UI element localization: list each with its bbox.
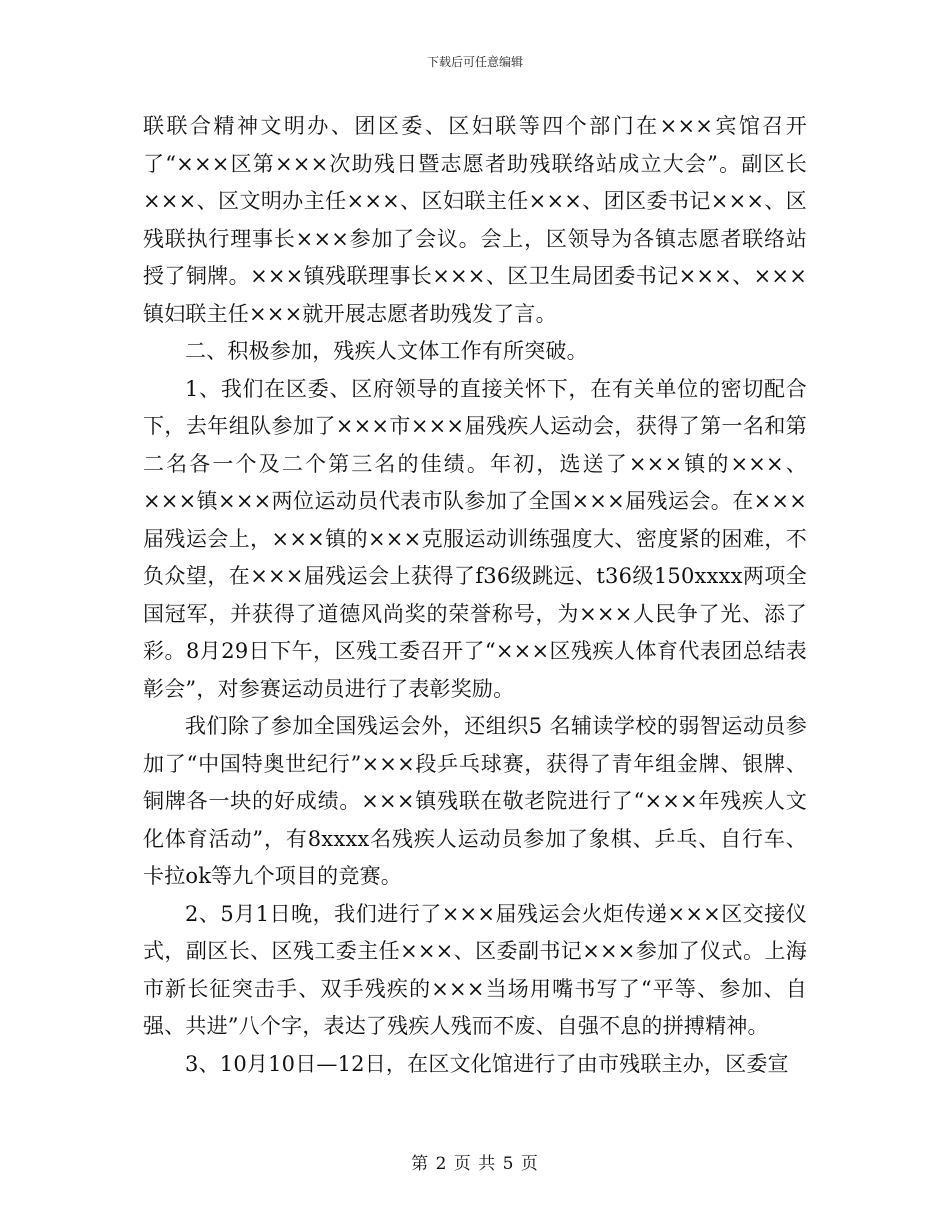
paragraph-1: 联联合精神文明办、团区委、区妇联等四个部门在×××宾馆召开了“×××区第×××次助残日暨志愿者助残联络站成立大会”。副区长×××、区文明办主任×××、区妇联主任×××、团区委书记×××、区残联执行理事长×××参加了会议。会上，区领导为各镇志愿者联络站授了铜牌。×××镇残联理事长×××、区卫生局团委书记×××、×××镇妇联主任×××就开展志愿者助残发了言。	[143, 114, 807, 326]
page-header-note: 下载后可任意编辑	[426, 55, 523, 69]
page-number: 第 2 页 共 5 页	[411, 1154, 539, 1174]
paragraph-5: 2、5月1日晚，我们进行了×××届残运会火炬传递×××区交接仪式，副区长、区残工委主任×××、区委副书记×××参加了仪式。上海市新长征突击手、双手残疾的×××当场用嘴书写了“平等、参加、自强、共进”八个字，表达了残疾人残而不废、自强不息的拼搏精神。	[143, 901, 807, 1038]
paragraph-6: 3、10月10日—12日，在区文化馆进行了由市残联主办，区委宣	[185, 1051, 789, 1076]
document-body	[143, 108, 807, 1083]
paragraph-2-section-heading: 二、积极参加，残疾人文体工作有所突破。	[185, 339, 588, 363]
paragraph-4: 我们除了参加全国残运会外，还组织5 名辅读学校的弱智运动员参加了“中国特奥世纪行”×××段乒乓球赛，获得了青年组金牌、银牌、铜牌各一块的好成绩。×××镇残联在敬老院进行了“×××年残疾人文化体育活动”，有8xxxx名残疾人运动员参加了象棋、乒乓、自行车、卡拉ok等九个项目的竞赛。	[143, 714, 807, 888]
paragraph-3: 1、我们在区委、区府领导的直接关怀下，在有关单位的密切配合下，去年组队参加了×××市×××届残疾人运动会，获得了第一名和第二名各一个及二个第三名的佳绩。年初，选送了×××镇的×××、×××镇×××两位运动员代表市队参加了全国×××届残运会。在×××届残运会上，×××镇的×××克服运动训练强度大、密度紧的困难，不负众望，在×××届残运会上获得了f36级跳远、t36级150xxxx两项全国冠军，并获得了道德风尚奖的荣誉称号，为×××人民争了光、添了彩。8月29日下午，区残工委召开了“×××区残疾人体育代表团总结表彰会”，对参赛运动员进行了表彰奖励。	[143, 376, 807, 701]
